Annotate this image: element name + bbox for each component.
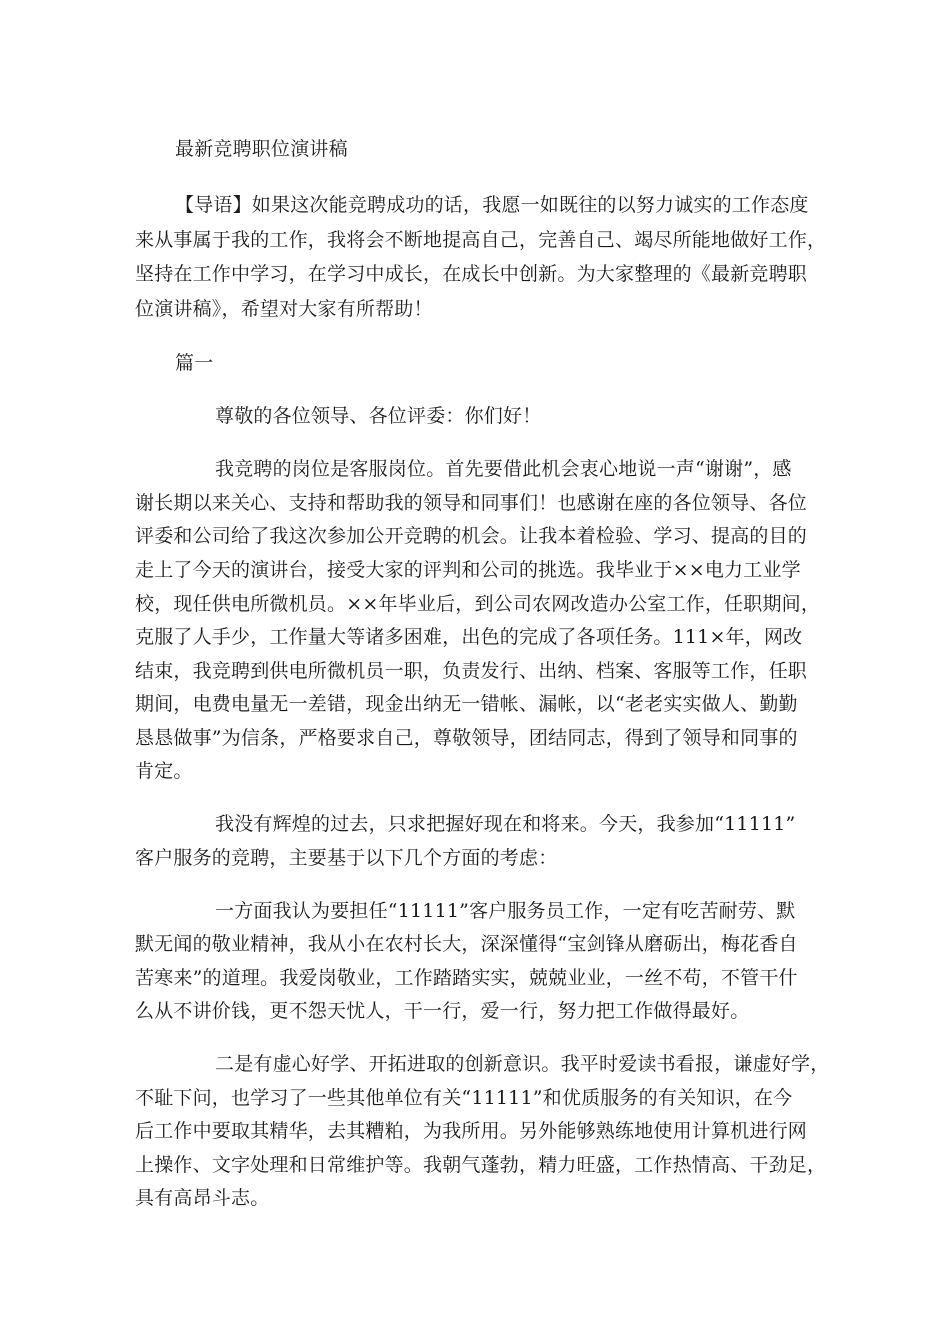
- paragraph-line: 谢长期以来关心、支持和帮助我的领导和同事们！也感谢在座的各位领导、各位: [135, 492, 808, 514]
- greeting: 尊敬的各位领导、各位评委：你们好！: [215, 405, 542, 427]
- paragraph-line: 我竞聘的岗位是客服岗位。首先要借此机会衷心地说一声“谢谢”，感: [215, 458, 792, 480]
- paragraph-line: 克服了人手少，工作量大等诸多困难，出色的完成了各项任务。111×年，网改: [135, 626, 803, 648]
- paragraph-line: 苦寒来”的道理。我爱岗敬业，工作踏踏实实，兢兢业业，一丝不苟，不管干什: [135, 967, 798, 989]
- paragraph-line: 后工作中要取其精华，去其糟粕，为我所用。另外能够熟练地使用计算机进行网: [135, 1120, 808, 1142]
- paragraph-line: 走上了今天的演讲台，接受大家的评判和公司的挑选。我毕业于××电力工业学: [135, 559, 801, 581]
- intro-line: 【导语】如果这次能竞聘成功的话，我愿一如既往的以努力诚实的工作态度: [175, 194, 809, 216]
- intro-line: 坚持在工作中学习，在学习中成长，在成长中创新。为大家整理的《最新竞聘职: [135, 263, 808, 285]
- paragraph-line: 肯定。: [135, 760, 193, 782]
- intro-line: 位演讲稿》，希望对大家有所帮助！: [135, 298, 433, 320]
- paragraph-line: 我没有辉煌的过去，只求把握好现在和将来。今天，我参加“11111”: [215, 813, 796, 835]
- paragraph-line: 默无闻的敬业精神，我从小在农村长大，深深懂得“宝剑锋从磨砺出，梅花香自: [135, 933, 798, 955]
- paragraph-line: 恳恳做事”为信条，严格要求自己，尊敬领导，团结同志，得到了领导和同事的: [135, 727, 798, 749]
- paragraph-line: 校，现任供电所微机员。××年毕业后，到公司农网改造办公室工作，任职期间，: [135, 593, 821, 615]
- paragraph-line: 评委和公司给了我这次参加公开竞聘的机会。让我本着检验、学习、提高的目的: [135, 525, 808, 547]
- document-title: 最新竞聘职位演讲稿: [175, 138, 348, 160]
- paragraph-line: 不耻下问，也学习了一些其他单位有关“11111”和优质服务的有关知识，在今: [135, 1087, 793, 1109]
- section-heading: 篇一: [175, 352, 214, 374]
- paragraph-line: 期间，电费电量无一差错，现金出纳无一错帐、漏帐，以“老老实实做人、勤勤: [135, 693, 798, 715]
- intro-line: 来从事属于我的工作，我将会不断地提高自己，完善自己、竭尽所能地做好工作，: [135, 229, 827, 251]
- paragraph-line: 二是有虚心好学、开拓进取的创新意识。我平时爱读书看报，谦虚好学，: [215, 1053, 830, 1075]
- paragraph-line: 一方面我认为要担任“11111”客户服务员工作，一定有吃苦耐劳、默: [215, 900, 796, 922]
- paragraph-line: 客户服务的竞聘，主要基于以下几个方面的考虑：: [135, 847, 558, 869]
- paragraph-line: 具有高昂斗志。: [135, 1187, 270, 1209]
- paragraph-line: 结束，我竞聘到供电所微机员一职，负责发行、出纳、档案、客服等工作，任职: [135, 660, 808, 682]
- paragraph-line: 么从不讲价钱，更不怨天忧人，干一行，爱一行，努力把工作做得最好。: [135, 1000, 750, 1022]
- paragraph-line: 上操作、文字处理和日常维护等。我朝气蓬勃，精力旺盛，工作热情高、干劲足，: [135, 1154, 827, 1176]
